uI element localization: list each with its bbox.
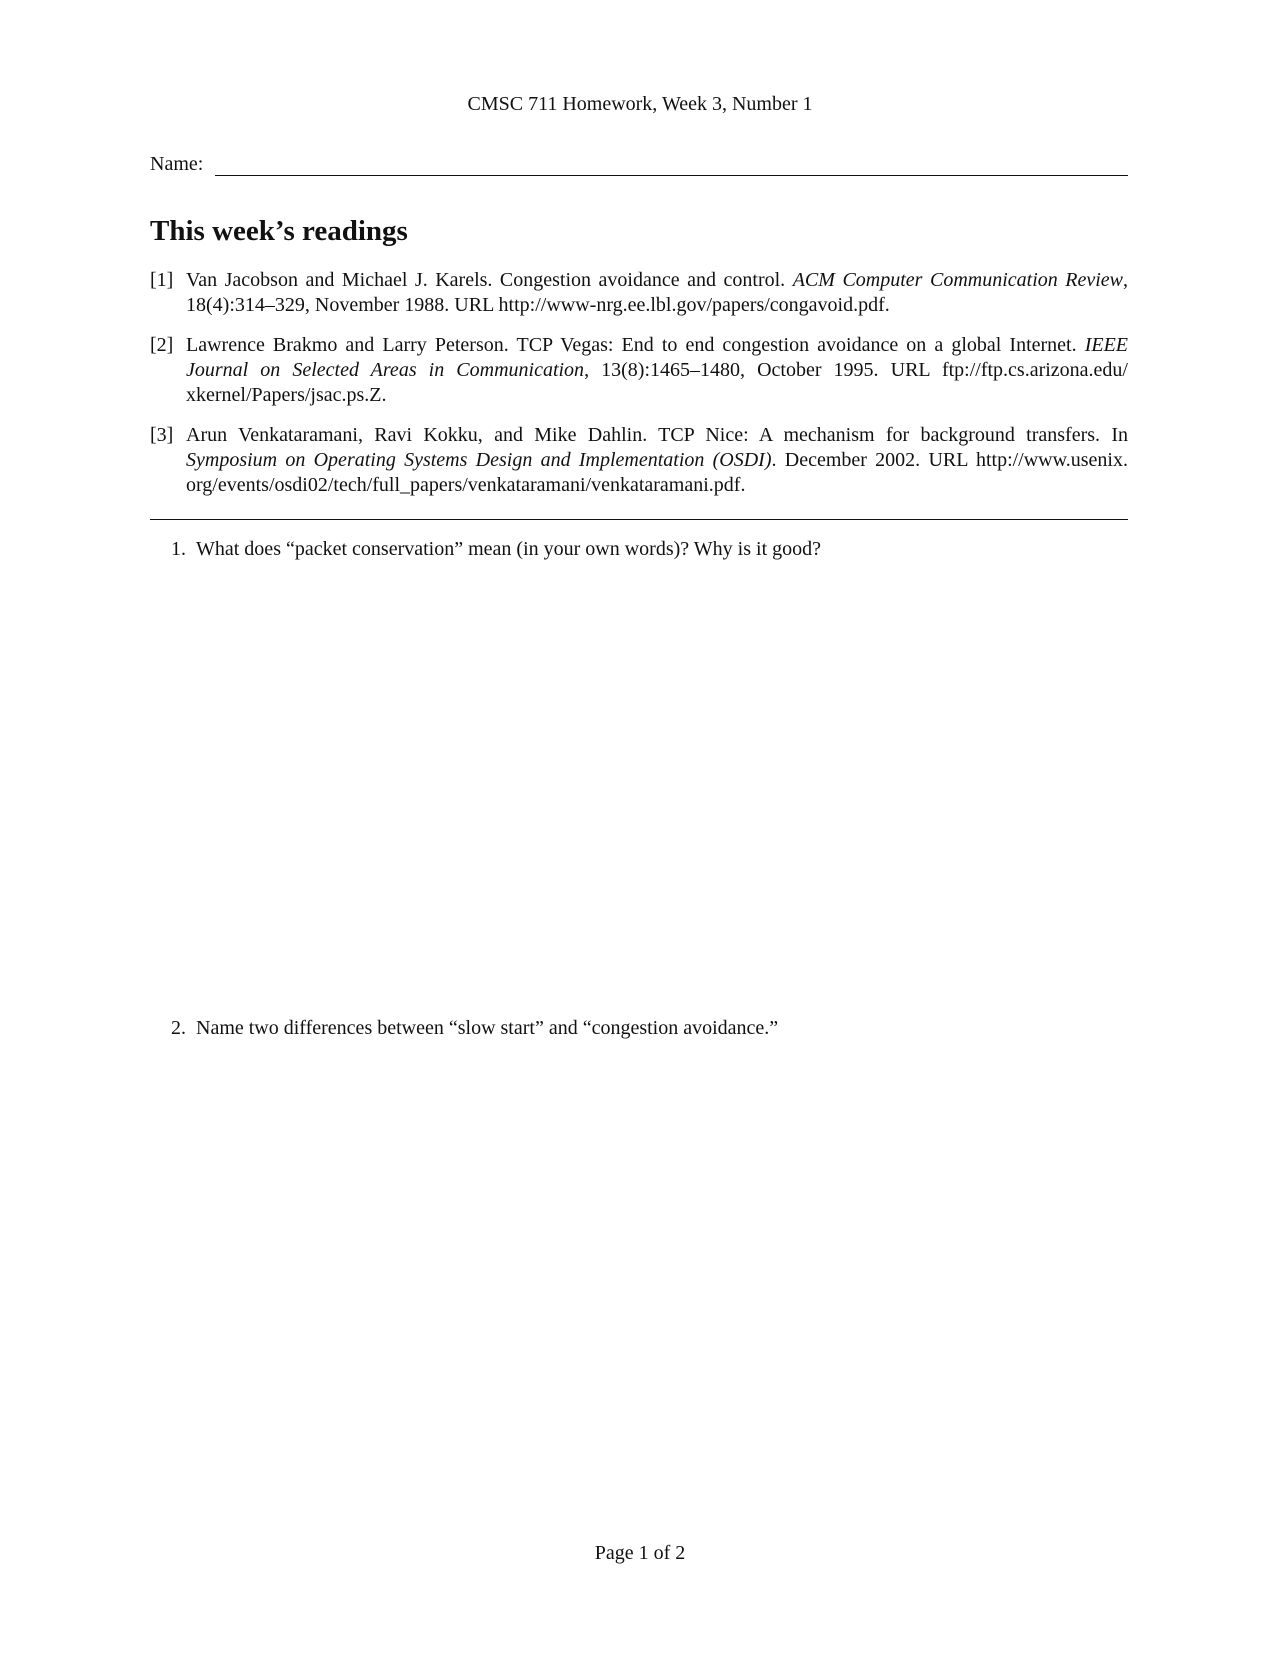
name-field-label: Name: xyxy=(150,153,204,175)
reference-authors-title: Arun Venkataramani, Ravi Kokku, and Mike Dahlin. TCP Nice: A mechanism for background transfers. In xyxy=(186,424,1128,446)
section-divider xyxy=(150,519,1128,520)
question-text: What does “packet conservation” mean (in your own words)? Why is it good? xyxy=(196,538,821,560)
question-number: 1. xyxy=(171,538,186,560)
question-item xyxy=(150,1016,1128,1041)
reference-details: , 13(8):1465–1480, October 1995. URL ftp://ftp.cs.arizona.edu/ xkernel/Papers/jsac.ps.Z. xyxy=(186,359,1128,406)
name-field-row xyxy=(150,152,1128,176)
reference-venue: IEEE Journal on Selected Areas in Communication xyxy=(186,334,1128,381)
question-item xyxy=(150,537,1128,562)
reference-authors-title: Van Jacobson and Michael J. Karels. Congestion avoidance and control. xyxy=(186,269,793,291)
readings-heading: This week’s readings xyxy=(150,215,408,247)
reference-item xyxy=(150,333,1128,408)
reference-details: , 18(4):314–329, November 1988. URL http://www-nrg.ee.lbl.gov/papers/congavoid.pdf. xyxy=(186,269,1129,316)
reference-item xyxy=(150,268,1128,318)
reference-text xyxy=(186,268,1128,318)
reference-label: [3] xyxy=(150,424,174,446)
reference-venue: Symposium on Operating Systems Design and Implementation (OSDI) xyxy=(186,449,772,471)
reference-text xyxy=(186,423,1128,498)
name-field-line[interactable] xyxy=(215,157,1128,176)
reference-text xyxy=(186,333,1128,408)
reference-venue: ACM Computer Communication Review xyxy=(792,269,1124,291)
question-text: Name two differences between “slow start” and “congestion avoidance.” xyxy=(196,1017,779,1039)
page-number: Page 1 of 2 xyxy=(594,1542,686,1564)
question-number: 2. xyxy=(171,1017,186,1039)
reference-label: [1] xyxy=(150,269,174,291)
reference-label: [2] xyxy=(150,334,174,356)
reference-list xyxy=(150,268,1128,513)
page-header-title: CMSC 711 Homework, Week 3, Number 1 xyxy=(467,93,813,115)
reference-authors-title: Lawrence Brakmo and Larry Peterson. TCP Vegas: End to end congestion avoidance on a global Internet. xyxy=(186,334,1085,356)
reference-item xyxy=(150,423,1128,498)
reference-details: . December 2002. URL http://www.usenix. org/events/osdi02/tech/full_papers/venkataramani/venkataramani.pdf. xyxy=(186,449,1128,496)
